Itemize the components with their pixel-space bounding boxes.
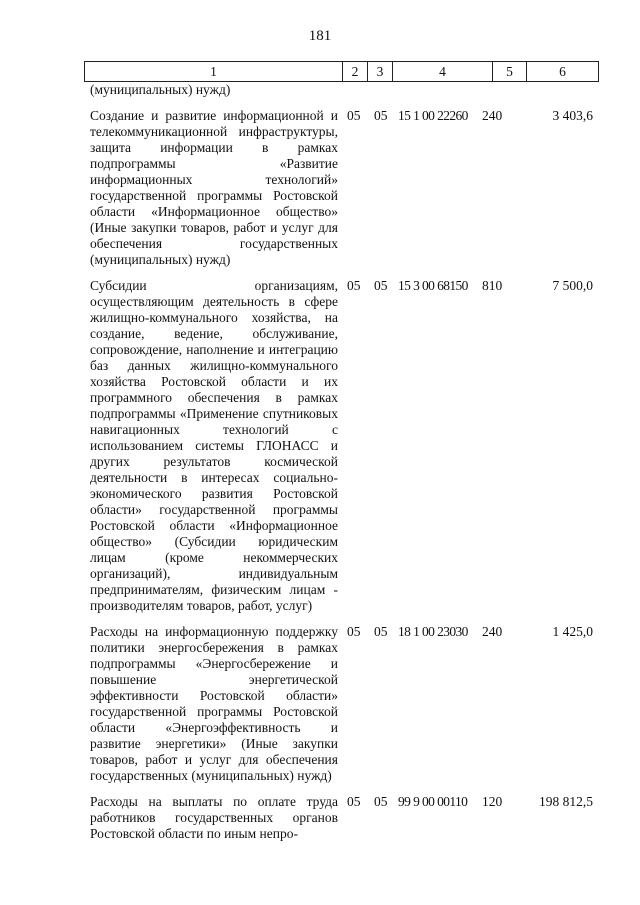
row-rz: 05	[347, 278, 361, 293]
row-description: Создание и развитие информационной и телекоммуникационной инфраструктуры, защита информации в рамках подпрограммы «Развитие информационных технологий» государственной программы Ростовской области «Информационное общество» (Иные закупки товаров, работ и услуг для обеспечения государственных (муниципальных) нужд)	[90, 108, 338, 267]
table-body	[84, 82, 599, 842]
header-col-5: 5	[493, 62, 527, 81]
row-pr: 05	[374, 108, 388, 123]
header-col-4: 4	[393, 62, 493, 81]
header-col-1: 1	[85, 62, 343, 81]
header-col-2: 2	[343, 62, 368, 81]
row-csr: 99 9 00 00110	[398, 794, 468, 809]
row-csr: 15 1 00 22260	[398, 108, 468, 123]
row-pr: 05	[374, 624, 388, 639]
row-description: Расходы на выплаты по оплате труда работников государственных органов Ростовской области по иным непро-	[90, 794, 338, 841]
continuation-text: (муниципальных) нужд)	[90, 82, 231, 97]
table-row	[84, 278, 599, 614]
row-vr: 240	[482, 108, 503, 123]
row-rz: 05	[347, 624, 361, 639]
table-row	[84, 108, 599, 268]
row-vr: 810	[482, 278, 503, 293]
header-col-6: 6	[559, 64, 566, 79]
row-pr: 05	[374, 794, 388, 809]
row-sum: 198 812,5	[539, 794, 593, 809]
row-csr: 15 3 00 68150	[398, 278, 468, 293]
row-rz: 05	[347, 108, 361, 123]
header-col-3: 3	[368, 62, 393, 81]
table-row	[84, 794, 599, 842]
table-header	[84, 61, 599, 82]
row-sum: 7 500,0	[552, 278, 593, 293]
row-vr: 240	[482, 624, 503, 639]
table-row	[84, 624, 599, 784]
row-vr: 120	[482, 794, 503, 809]
page-number: 181	[308, 28, 332, 44]
row-sum: 3 403,6	[552, 108, 593, 123]
row-description: Расходы на информационную поддержку политики энергосбережения в рамках подпрограммы «Энергосбережение и повышение энергетической эффективности Ростовской области» государственной программы Ростовской области «Энергоэффективность и развитие энергетики» (Иные закупки товаров, работ и услуг для обеспечения государственных (муниципальных) нужд)	[90, 624, 338, 783]
row-rz: 05	[347, 794, 361, 809]
row-description: Субсидии организациям, осуществляющим деятельность в сфере жилищно-коммунального хозяйства, на создание, ведение, обслуживание, сопровождение, наполнение и интеграцию баз данных жилищно-коммунального хозяйства Ростовской области и их программного обеспечения в рамках подпрограммы «Применение спутниковых навигационных технологий с использованием системы ГЛОНАСС и других результатов космической деятельности в интересах социально-экономического развития Ростовской области» государственной программы Ростовской области «Информационное общество» (Субсидии юридическим лицам (кроме некоммерческих организаций), индивидуальным предпринимателям, физическим лицам - производителям товаров, работ, услуг)	[90, 278, 338, 613]
row-sum: 1 425,0	[552, 624, 593, 639]
row-pr: 05	[374, 278, 388, 293]
row-csr: 18 1 00 23030	[398, 624, 468, 639]
